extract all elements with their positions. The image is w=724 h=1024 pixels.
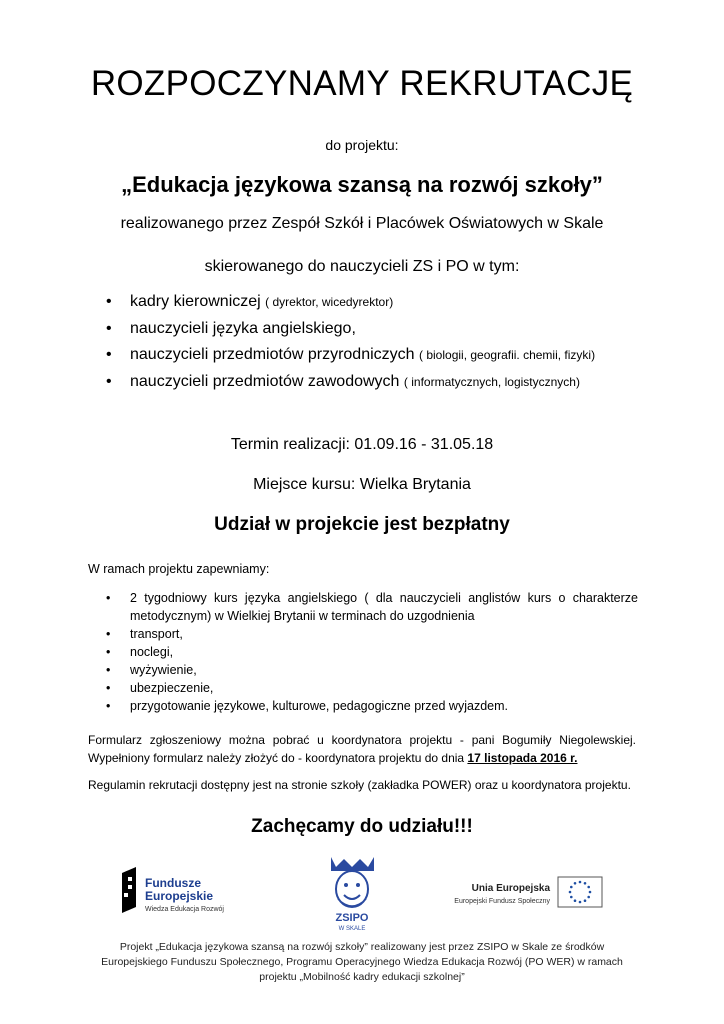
list-item: • kadry kierowniczej ( dyrektor, wicedyrektor) — [106, 292, 646, 312]
svg-text:Europejski Fundusz Społeczny: Europejski Fundusz Społeczny — [454, 898, 550, 905]
footer-note: Projekt „Edukacja językowa szansą na rozwój szkoły” realizowany jest przez ZSIPO w Skale ze środków Europejskiego Funduszu Społecznego, Programu Operacyjnego Wiedza Edukacja Rozwój (PO WER) w ramach projektu „Mobilność kadry edukacji szkolnej” — [101, 941, 623, 983]
svg-text:W SKALE: W SKALE — [338, 926, 366, 932]
list-item: • nauczycieli przedmiotów zawodowych ( informatycznych, logistycznych) — [106, 372, 646, 392]
project-name: „Edukacja językowa szansą na rozwój szkoły” — [121, 172, 603, 197]
list-item: • wyżywienie, — [106, 661, 638, 679]
eu-logo — [454, 877, 602, 907]
page-title: ROZPOCZYNAMY REKRUTACJĘ — [90, 64, 634, 103]
logos-bar — [0, 855, 724, 935]
list-item: • 2 tygodniowy kurs języka angielskiego ( dla nauczycieli anglistów kurs o charakterze metodycznym) w Wielkiej Brytanii w terminach do uzgodnienia — [106, 589, 638, 625]
subtitle-project-intro: do projektu: — [325, 137, 399, 153]
svg-text:Wiedza Edukacja Rozwój: Wiedza Edukacja Rozwój — [145, 906, 224, 913]
call-to-action: Zachęcamy do udziału!!! — [251, 816, 473, 837]
course-location: Miejsce kursu: Wielka Brytania — [253, 476, 471, 493]
list-item: • transport, — [106, 625, 638, 643]
term-dates: Termin realizacji: 01.09.16 - 31.05.18 — [230, 436, 494, 453]
list-item: • ubezpieczenie, — [106, 679, 638, 697]
form-instructions: Formularz zgłoszeniowy można pobrać u koordynatora projektu - pani Bogumiły Niegolewskiej. Wypełniony formularz należy złożyć do - koordynatora projektu do dnia 17 listopada 2016 r. — [88, 733, 636, 765]
svg-text:Europejskie: Europejskie — [145, 889, 214, 903]
fundusze-europejskie-logo — [122, 867, 224, 913]
form-deadline: 17 listopada 2016 r. — [467, 751, 578, 765]
free-participation-heading: Udział w projekcie jest bezpłatny — [214, 514, 510, 535]
subtitle-organizer: realizowanego przez Zespół Szkół i Placówek Oświatowych w Skale — [120, 215, 604, 232]
regulations-note: Regulamin rekrutacji dostępny jest na stronie szkoły (zakładka POWER) oraz u koordynatora projektu. — [88, 778, 631, 792]
subtitle-target: skierowanego do nauczycieli ZS i PO w tym: — [204, 258, 520, 275]
svg-text:ZSIPO: ZSIPO — [335, 912, 369, 924]
svg-text:Unia Europejska: Unia Europejska — [471, 883, 550, 894]
list-item: • noclegi, — [106, 643, 638, 661]
target-group-list — [106, 292, 646, 399]
provides-list — [106, 589, 638, 715]
provides-intro: W ramach projektu zapewniamy: — [88, 562, 270, 576]
zsipo-logo — [331, 857, 374, 932]
list-item: • przygotowanie językowe, kulturowe, pedagogiczne przed wyjazdem. — [106, 697, 638, 715]
svg-text:Fundusze: Fundusze — [145, 876, 201, 890]
list-item: • nauczycieli przedmiotów przyrodniczych ( biologii, geografii. chemii, fizyki) — [106, 345, 646, 365]
list-item: • nauczycieli języka angielskiego, — [106, 319, 646, 338]
